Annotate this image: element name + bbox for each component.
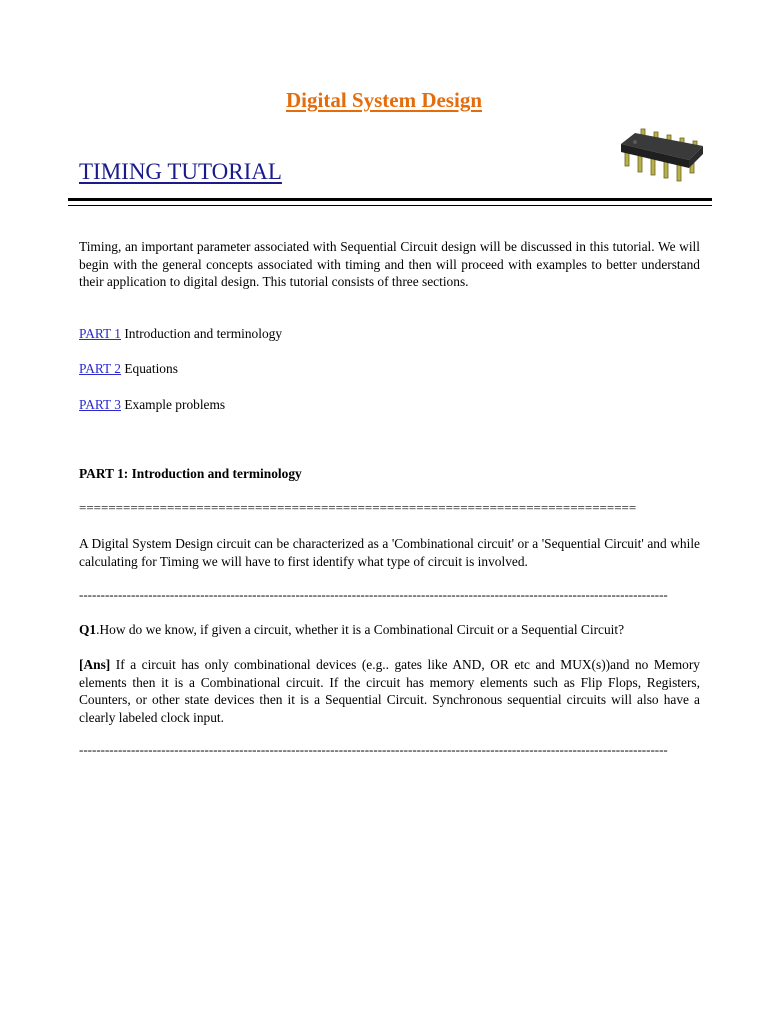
part3-description: Example problems xyxy=(121,397,226,412)
intro-paragraph: Timing, an important parameter associated with Sequential Circuit design will be discussed in this tutorial. We will begin with the general concepts associated with timing and then will proceed with examples to better understand their application to digital design. This tutorial consists of three sections. xyxy=(79,239,700,289)
part1-line xyxy=(79,325,282,343)
answer-1 xyxy=(79,656,700,726)
part3-line xyxy=(79,396,225,414)
dash-separator-2: ---------------------------------------------------------------------------------------------------------------------------------------- xyxy=(79,742,668,757)
answer-label: [Ans] xyxy=(79,657,111,672)
part1-section-heading: PART 1: Introduction and terminology xyxy=(79,466,302,481)
header-rule-thick xyxy=(68,198,712,201)
part1-description: Introduction and terminology xyxy=(121,326,283,341)
part2-line xyxy=(79,360,178,378)
ic-chip-icon xyxy=(617,126,707,184)
question-1 xyxy=(79,621,700,639)
question-text: .How do we know, if given a circuit, whether it is a Combinational Circuit or a Sequential Circuit? xyxy=(96,622,625,637)
document-title: Digital System Design xyxy=(286,88,482,112)
header-rule-thin xyxy=(68,205,712,206)
part2-link[interactable]: PART 2 xyxy=(79,361,121,376)
tutorial-heading: TIMING TUTORIAL xyxy=(79,159,282,184)
part1-link[interactable]: PART 1 xyxy=(79,326,121,341)
section1-intro-paragraph: A Digital System Design circuit can be characterized as a 'Combinational circuit' or a 'Sequential Circuit' and while calculating for Timing we will have to first identify what type of circuit is involved. xyxy=(79,536,700,569)
part3-link[interactable]: PART 3 xyxy=(79,397,121,412)
answer-text: If a circuit has only combinational devices (e.g.. gates like AND, OR etc and MUX(s))and no Memory elements then it is a Combinational circuit. If the circuit has memory elements such as Flip Flops, Registers, Counters, or other state devices then it is a Sequential Circuit. Synchronous sequential circuits will also have a clearly labeled clock input. xyxy=(79,657,700,725)
part2-description: Equations xyxy=(121,361,178,376)
question-label: Q1 xyxy=(79,622,97,637)
double-separator: ============================================================================ xyxy=(79,500,637,515)
dash-separator-1: ---------------------------------------------------------------------------------------------------------------------------------------- xyxy=(79,587,668,602)
